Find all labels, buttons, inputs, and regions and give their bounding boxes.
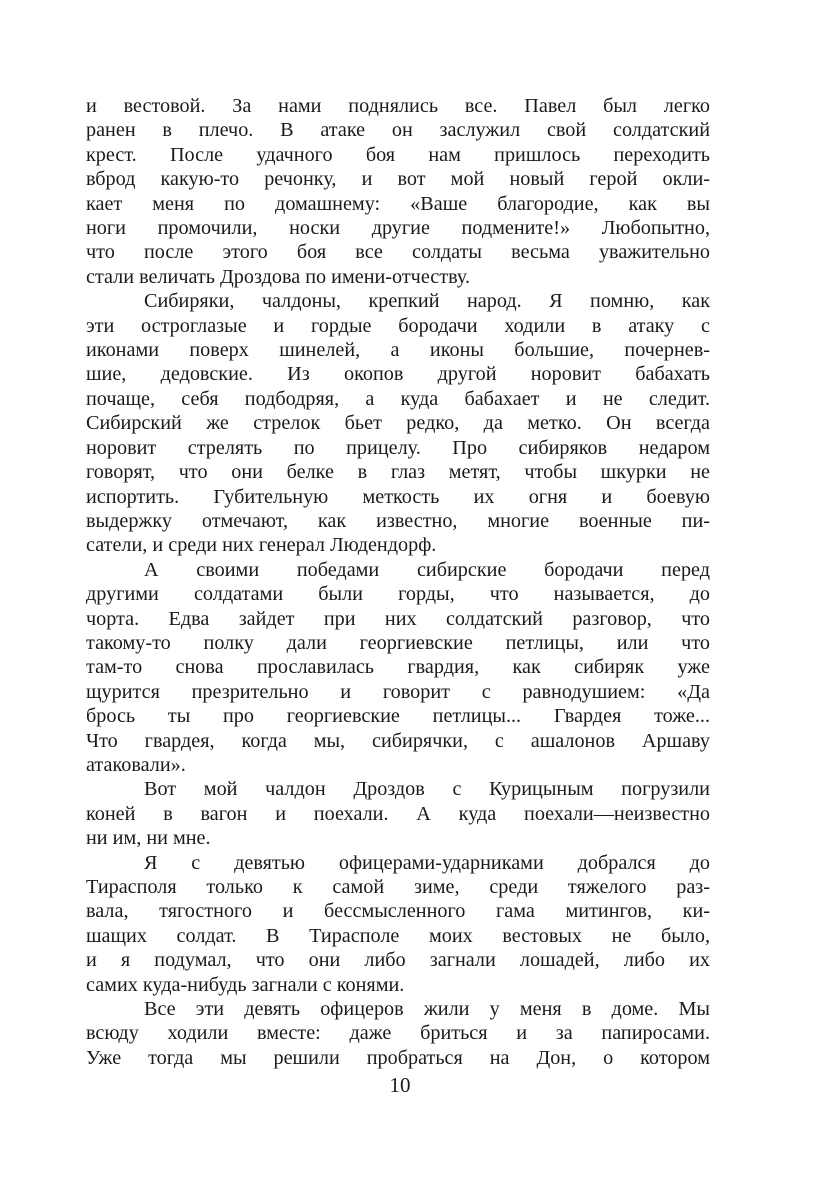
text-line: иконами поверх шинелей, а иконы большие, почернев- (86, 339, 710, 362)
text-line: и я подумал, что они либо загнали лошадей, либо их (86, 949, 710, 972)
text-line: шие, дедовские. Из окопов другой норовит бабахать (86, 363, 710, 386)
text-line: Все эти девять офицеров жили у меня в доме. Мы (144, 998, 710, 1021)
text-line: А своими победами сибирские бородачи перед (144, 558, 710, 581)
text-line: эти остроглазые и гордые бородачи ходили в атаку с (86, 314, 710, 337)
text-column (86, 94, 710, 1070)
text-line: там-то снова прославилась гвардия, как сибиряк уже (86, 656, 710, 679)
text-line: кает меня по домашнему: «Ваше благородие, как вы (86, 192, 710, 215)
text-line: Сибирский же стрелок бьет редко, да метко. Он всегда (86, 412, 710, 435)
text-line: норовит стрелять по прицелу. Про сибиряков недаром (86, 436, 710, 459)
text-line: вброд какую-то речонку, и вот мой новый герой окли- (86, 168, 710, 191)
text-line: почаще, себя подбодряя, а куда бабахает и не следит. (86, 387, 710, 410)
paragraph-3 (86, 558, 710, 778)
text-line: крест. После удачного боя нам пришлось переходить (86, 143, 710, 166)
text-line: что после этого боя все солдаты весьма уважительно (86, 241, 710, 264)
text-line: такому-то полку дали георгиевские петлицы, или что (86, 631, 710, 654)
text-line: брось ты про георгиевские петлицы... Гвардея тоже... (86, 705, 710, 728)
text-line: Сибиряки, чалдоны, крепкий народ. Я помню, как (144, 290, 710, 313)
text-line: атаковали». (86, 753, 186, 776)
text-line: чорта. Едва зайдет при них солдатский разговор, что (86, 607, 710, 630)
text-line: Что гвардея, когда мы, сибирячки, с ашалонов Аршаву (86, 729, 710, 752)
text-line: испортить. Губительную меткость их огня и боевую (86, 485, 710, 508)
text-line: Вот мой чалдон Дроздов с Курицыным погрузили (144, 778, 710, 801)
text-line: всюду ходили вместе: даже бриться и за папиросами. (86, 1022, 710, 1045)
text-line: ранен в плечо. В атаке он заслужил свой солдатский (86, 119, 710, 142)
text-line: Я с девятью офицерами-ударниками добрался до (144, 851, 710, 874)
text-line: говорят, что они белке в глаз метят, чтобы шкурки не (86, 461, 710, 484)
paragraph-1 (86, 94, 710, 289)
text-line: и вестовой. За нами поднялись все. Павел был легко (86, 95, 710, 117)
text-line: ни им, ни мне. (86, 827, 211, 850)
text-line: выдержку отмечают, как известно, многие военные пи- (86, 509, 710, 532)
paragraph-6 (86, 997, 710, 1070)
text-line: самих куда-нибудь загнали с конями. (86, 973, 405, 996)
text-line: коней в вагон и поехали. А куда поехали—неизвестно (86, 802, 710, 825)
text-line: стали величать Дроздова по имени-отчеству. (86, 265, 471, 288)
paragraph-2 (86, 289, 710, 557)
paragraph-4 (86, 777, 710, 850)
text-line: Уже тогда мы решили пробраться на Дон, о котором (86, 1046, 710, 1069)
text-line: Тирасполя только к самой зиме, среди тяжелого раз- (86, 876, 710, 898)
text-line: другими солдатами были горды, что называется, до (86, 583, 710, 606)
page-number: 10 (389, 1073, 411, 1097)
text-line: вала, тягостного и бессмысленного гама митингов, ки- (86, 900, 710, 923)
text-line: ноги промочили, носки другие подмените!» Любопытно, (86, 217, 710, 240)
text-line: щурится презрительно и говорит с равнодушием: «Да (86, 680, 710, 703)
text-line: шащих солдат. В Тирасполе моих вестовых не было, (86, 924, 710, 947)
text-line: сатели, и среди них генерал Людендорф. (86, 534, 437, 557)
paragraph-5 (86, 851, 710, 997)
